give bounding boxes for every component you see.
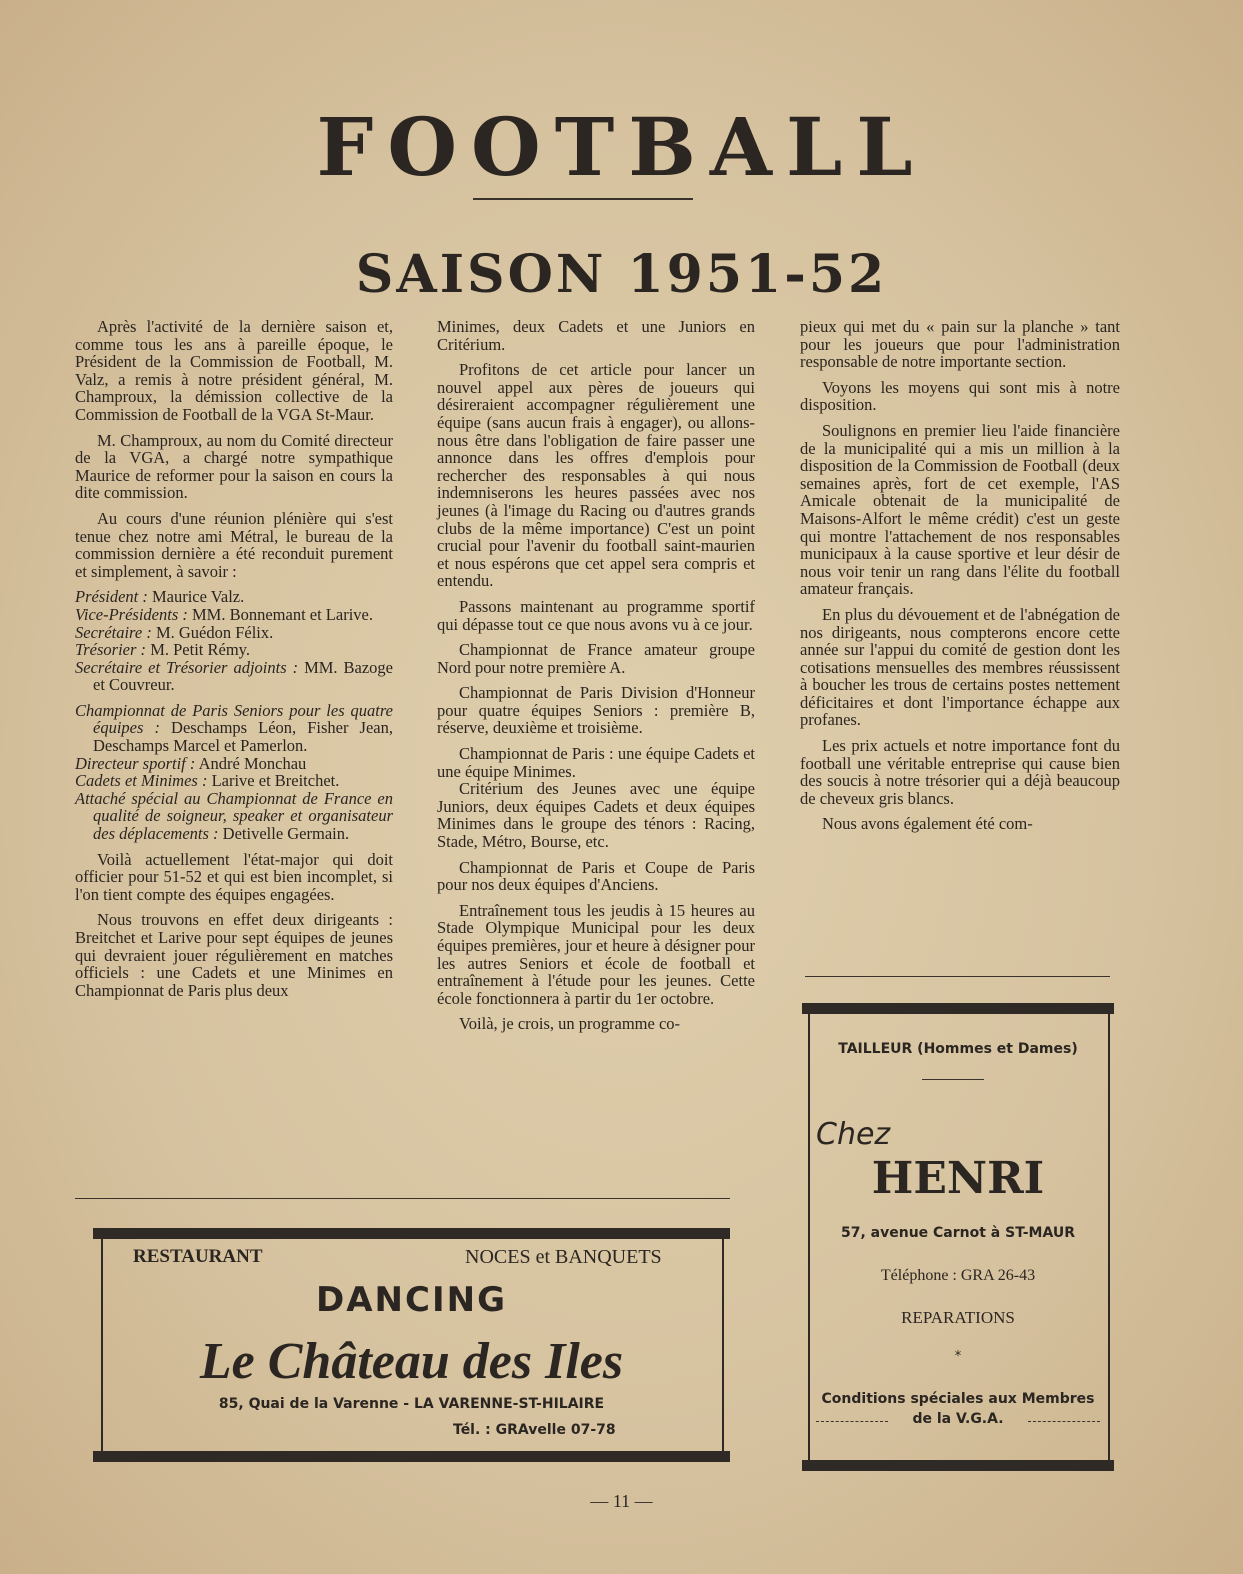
restaurant-phone: Tél. : GRAvelle 07-78 [453,1422,616,1438]
chez-label: Chez [816,1117,891,1152]
roster-tresorier: Trésorier : M. Petit Rémy. [75,640,250,660]
tailor-phone: Téléphone : GRA 26-43 [880,1267,1036,1284]
article-column-1 [75,318,393,1007]
paragraph: Voilà, je crois, un programme co- [459,1014,681,1034]
title-divider [473,198,693,200]
restaurant-name: Le Château des Iles [199,1333,624,1390]
paragraph: Critérium des Jeunes avec une équipe Juniors, deux équipes Cadets et deux équipes Minimes dans le groupe des ténors : Racing, Stade, Métro, Bourse, etc. [437,779,755,852]
paragraph: Voilà actuellement l'état-major qui doit officier pour 51-52 et qui est bien incomplet, si l'on tient compte des équipes engagées. [75,849,393,904]
tailor-repairs: REPARATIONS [901,1308,1015,1327]
tailor-divider [922,1079,984,1080]
dancing-heading: DANCING [316,1280,507,1320]
article-column-3 [800,318,1120,841]
paragraph: Profitons de cet article pour lancer un nouvel appel aux pères de joueurs qui désireraient accompagner régulièrement une équipe (sans aucun frais à engager), ou allons-nous être dans l'obligation de faire passer une annonce dans les offres d'emplois pour rechercher des responsables à qui nous indemniserons les heures passées avec nos jeunes (à l'image du Racing ou d'autres grands clubs de la même importance) C'est un point crucial pour l'avenir du football saint-maurien et nous espérons que cet appel sera compris et entendu. [437,360,755,591]
column-end-divider [805,976,1110,977]
roster-vice: Vice-Présidents : MM. Bonnemant et Larive. [75,604,373,624]
paragraph: Les prix actuels et notre importance font du football une véritable entreprise qui cause bien des soucis à notre trésorier qui a déjà beaucoup de cheveux gris blancs. [800,736,1120,808]
tailor-heading: TAILLEUR (Hommes et Dames) [838,1041,1078,1057]
paragraph: Nous trouvons en effet deux dirigeants : Breitchet et Larive pour sept équipes de jeunes qui devraient jouer régulièrement en matches officiels : une Cadets et une Minimes en Championnat de Paris plus deux [75,910,393,1000]
paragraph: Minimes, deux Cadets et une Juniors en Critérium. [437,317,755,354]
tailor-advertisement [802,1003,1114,1471]
star-ornament: * [954,1349,962,1364]
ad-border-top [802,1003,1114,1014]
paragraph: M. Champroux, au nom du Comité directeur de la VGA, a chargé notre sympathique Maurice de reformer pour la saison en cours la dite commission. [75,430,393,503]
roster-attache: Attaché spécial au Championnat de France en qualité de soigneur, speaker et organisateur des déplacements : Detivelle Germain. [75,788,393,844]
page-title: FOOTBALL [316,100,927,194]
paragraph: Championnat de France amateur groupe Nord pour notre première A. [437,640,755,677]
paragraph: Championnat de Paris Division d'Honneur pour quatre équipes Seniors : première B, réserve, deuxième et troisième. [437,683,755,738]
paragraph: Après l'activité de la dernière saison et, comme tous les ans à pareille époque, le Président de la Commission de Football, M. Valz, a remis à notre président général, M. Champroux, la démission collective de la Commission de Football de la VGA St-Maur. [75,317,393,424]
paragraph: Championnat de Paris : une équipe Cadets et une équipe Minimes. [437,744,755,781]
tailor-name: HENRI [871,1153,1045,1204]
roster-president: Président : Maurice Valz. [75,587,245,607]
tailor-address: 57, avenue Carnot à ST-MAUR [840,1225,1075,1241]
paragraph: Nous avons également été com- [822,814,1033,834]
paragraph: pieux qui met du « pain sur la planche » tant pour les joueurs que pour l'administration responsable de notre importante section. [800,317,1120,372]
restaurant-label: RESTAURANT [133,1246,263,1267]
restaurant-advertisement [93,1228,730,1460]
roster-secretaire: Secrétaire : M. Guédon Félix. [75,622,274,642]
paragraph: Championnat de Paris et Coupe de Paris pour nos deux équipes d'Anciens. [437,857,755,895]
paragraph: Au cours d'une réunion plénière qui s'est tenue chez notre ami Métral, le bureau de la commission dernière a été reconduit purement et simplement, à savoir : [75,508,393,581]
roster-championnat: Championnat de Paris Seniors pour les quatre équipes : Deschamps Léon, Fisher Jean, Deschamps Marcel et Pamerlon. [75,700,393,756]
tailor-conditions-2: de la V.G.A. [912,1411,1004,1427]
paragraph: Soulignons en premier lieu l'aide financière de la municipalité qui a mis un million à la disposition de la Commission de Football (deux semaines après, fort de cet exemple, l'AS Amicale obtenait de la municipalité de Maisons-Alfort le même crédit) c'est un geste qui montre l'attachement de nos responsables municipaux à la cause sportive et leur désir de nous voir tenir un rang dans l'élite du football amateur français. [800,420,1120,599]
ad-border-top [93,1228,730,1239]
section-divider [75,1198,730,1199]
paragraph: Passons maintenant au programme sportif qui dépasse tout ce que nous avons vu à ce jour. [437,596,755,634]
roster-directeur: Directeur sportif : André Monchau [75,753,307,773]
paragraph: Entraînement tous les jeudis à 15 heures au Stade Olympique Municipal pour les deux équipes premières, jour et heure à désigner pour les autres Seniors et école de football et entraînement à l'étude pour les jeunes. Cette école fonctionnera à partir du 1er octobre. [437,900,755,1008]
paragraph: Voyons les moyens qui sont mis à notre disposition. [800,377,1120,415]
article-subtitle: SAISON 1951-52 [355,244,888,305]
article-column-2 [437,318,755,1041]
tailor-conditions: Conditions spéciales aux Membres [821,1391,1095,1407]
ad-border-bottom [802,1460,1114,1471]
roster-cadets: Cadets et Minimes : Larive et Breitchet. [75,771,340,791]
restaurant-address: 85, Quai de la Varenne - LA VARENNE-ST-HILAIRE [218,1396,605,1412]
ad-border-bottom [93,1451,730,1462]
banquets-label: NOCES et BANQUETS [465,1246,662,1268]
paragraph: En plus du dévouement et de l'abnégation de nos dirigeants, nous compterons encore cette année sur l'appui du comité de gestion dont les cotisations mensuelles des membres réussissent à boucher les trous de certains postes nettement déficitaires et dont l'importance échappe aux profanes. [800,604,1120,730]
roster-adjoints: Secrétaire et Trésorier adjoints : MM. Bazoge et Couvreur. [75,657,394,695]
page-number: — 11 — [590,1491,653,1511]
dash-ornament-right [1028,1421,1100,1422]
